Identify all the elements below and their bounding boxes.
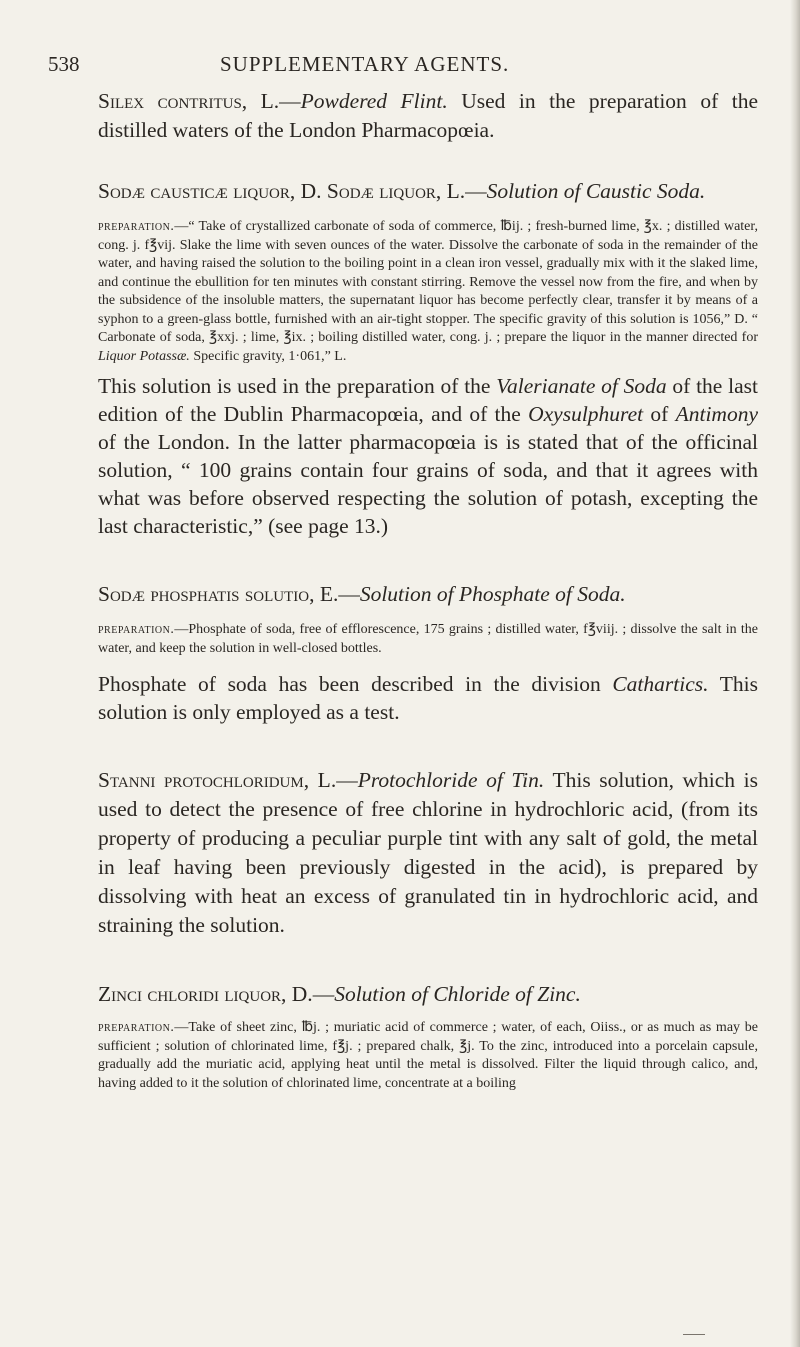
entry-dash: — <box>338 582 360 606</box>
entry-name: Silex contritus, L. <box>98 89 280 113</box>
entry-sodae-phosphatis <box>98 580 758 726</box>
entry-description: Used in the preparation of the distilled waters of the London Pharmacopœia. <box>98 89 758 142</box>
preparation-body: —Phosphate of soda, free of efflorescence, 175 grains ; distilled water, f℥viij. ; dissolve the salt in the water, and keep the solution in well-closed bottles. <box>98 622 758 656</box>
page-body <box>98 87 758 1093</box>
entry-dash: — <box>465 179 487 203</box>
page-number: 538 <box>48 52 80 76</box>
commentary-part: of <box>643 402 676 426</box>
entry-zinci <box>98 980 758 1093</box>
entry-heading <box>98 980 758 1009</box>
entry-stanni <box>98 766 758 940</box>
commentary-part: of the London. In the latter pharmacopœia is is stated that of the officinal solution, “ 100 grains contain four grains of soda, and that it agrees with what was before observed respecting the solution of potash, excepting the last characteristic,” (see page 13.) <box>98 430 758 538</box>
commentary-part: of the last edition of the Dublin Pharmacopœia, and of the <box>98 374 758 426</box>
running-title: SUPPLEMENTARY AGENTS. <box>220 52 510 76</box>
entry-translation: Solution of Caustic Soda. <box>486 179 706 203</box>
preparation-text <box>98 1019 758 1093</box>
entry-translation: Powdered Flint. <box>300 89 448 113</box>
entry-translation: Solution of Phosphate of Soda. <box>359 582 626 606</box>
commentary-part: This solution is used in the preparation of the <box>98 374 497 398</box>
page-header <box>0 52 800 82</box>
entry-description: This solution, which is used to detect the presence of free chlorine in hydrochloric acid, (from its property of producing a peculiar purple tint with any salt of gold, the metal in leaf having been previously digested in the acid), is prepared by dissolving with heat an excess of granulated tin in hydrochloric acid, and straining the solution. <box>98 768 758 937</box>
commentary-part: Phosphate of soda has been described in the division <box>98 672 613 696</box>
commentary-text <box>98 372 758 540</box>
commentary-italic: Oxysulphuret <box>528 402 644 426</box>
preparation-text <box>98 621 758 658</box>
commentary-text <box>98 670 758 726</box>
entry-dash: — <box>336 768 358 792</box>
preparation-end: Specific gravity, 1·061,” L. <box>189 348 347 364</box>
entry-name: Sodæ causticæ liquor, D. Sodæ liquor, L. <box>98 179 466 203</box>
entry-silex <box>98 87 758 145</box>
entry-translation: Protochloride of Tin. <box>357 768 545 792</box>
preparation-italic: Liquor Potassæ. <box>98 348 190 364</box>
preparation-text <box>98 218 758 366</box>
preparation-label: preparation. <box>98 219 175 234</box>
entry-translation: Solution of Chloride of Zinc. <box>334 982 581 1006</box>
entry-name: Sodæ phosphatis solutio, E. <box>98 582 339 606</box>
page-edge-shadow <box>790 0 800 1347</box>
preparation-body: —“ Take of crystallized carbonate of soda of commerce, ℔ij. ; fresh-burned lime, ℥x. ; distilled water, cong. j. f℥vij. Slake the lime with seven ounces of the water. Dissolve the carbonate of soda in the remainder of the water, and having raised the solution to the boiling point in a clean iron vessel, gradually mix with it the slaked lime, and continue the ebullition for ten minutes with constant stirring. Remove the vessel now from the fire, and when by the subsidence of the insoluble matters, the supernatant liquor has become perfectly clear, transfer it by means of a syphon to a green-glass bottle, furnished with an air-tight stopper. The specific gravity of this solution is 1056,” D. “ Carbonate of soda, ℥xxj. ; lime, ℥ix. ; boiling distilled water, cong. j. ; prepare the liquor in the manner directed for <box>98 219 758 345</box>
entry-name: Zinci chloridi liquor, D. <box>98 982 313 1006</box>
preparation-label: preparation. <box>98 1020 175 1035</box>
commentary-part: This solution is only employed as a test. <box>98 672 758 724</box>
commentary-italic: Antimony <box>675 402 758 426</box>
preparation-label: preparation. <box>98 622 175 637</box>
entry-sodae-caustica <box>98 177 758 540</box>
entry-heading <box>98 177 758 206</box>
preparation-body: —Take of sheet zinc, ℔j. ; muriatic acid of commerce ; water, of each, Oiiss., or as much as may be sufficient ; solution of chlorinated lime, f℥j. ; prepared chalk, ℥j. To the zinc, introduced into a porcelain capsule, gradually add the muriatic acid, applying heat until the metal is dissolved. Filter the liquid through calico, and, having added to it the solution of chlorinated lime, concentrate at a boiling <box>98 1020 758 1091</box>
entry-heading <box>98 87 758 145</box>
entry-name: Stanni protochloridum, L. <box>98 768 337 792</box>
entry-heading <box>98 766 758 940</box>
entry-dash: — <box>312 982 335 1006</box>
entry-dash: — <box>279 89 301 113</box>
commentary-italic: Valerianate of Soda <box>496 374 667 398</box>
entry-heading <box>98 580 758 609</box>
catchword-rule <box>683 1334 705 1335</box>
commentary-italic: Cathartics. <box>612 672 709 696</box>
